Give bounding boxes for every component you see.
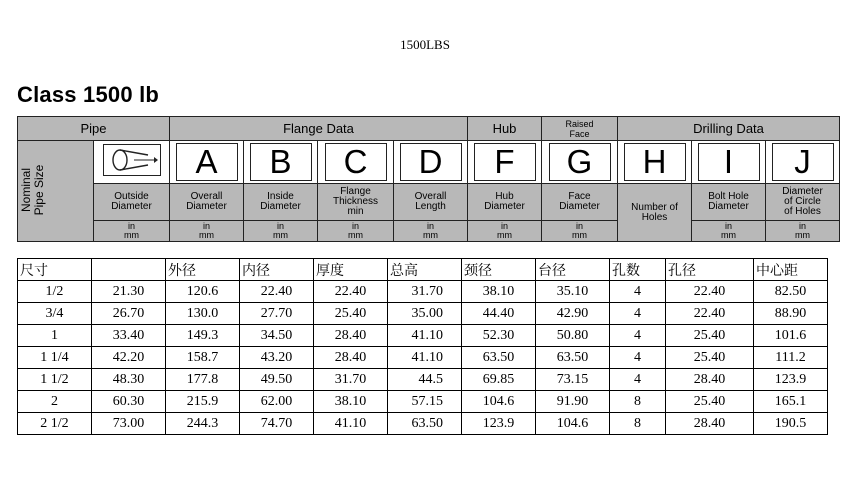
table-cell: 25.40: [666, 325, 754, 347]
table-cell: 73.00: [92, 413, 166, 435]
table-cell: 73.15: [536, 369, 610, 391]
table-cell: 25.40: [314, 303, 388, 325]
table-cell: 60.30: [92, 391, 166, 413]
table-cell: 69.85: [462, 369, 536, 391]
group-raised-face: [542, 117, 618, 141]
letter-cell-i: [692, 141, 766, 184]
table-cell: 42.20: [92, 347, 166, 369]
column-header: 厚度: [314, 259, 388, 281]
table-cell: 44.5: [388, 369, 462, 391]
letter-i: I: [698, 143, 760, 181]
group-pipe: Pipe: [18, 117, 170, 141]
table-cell: 26.70: [92, 303, 166, 325]
unit-cell: in mm: [766, 221, 840, 242]
table-cell: 34.50: [240, 325, 314, 347]
table-cell: 111.2: [754, 347, 828, 369]
document-heading: 1500LBS: [400, 37, 450, 52]
table-cell: 50.80: [536, 325, 610, 347]
group-flange-data: Flange Data: [170, 117, 468, 141]
table-cell: 44.40: [462, 303, 536, 325]
table-cell: 52.30: [462, 325, 536, 347]
table-row: [18, 281, 828, 303]
table-cell: 120.6: [166, 281, 240, 303]
table-cell: 8: [610, 391, 666, 413]
column-header: 内径: [240, 259, 314, 281]
group-drilling-data: Drilling Data: [618, 117, 840, 141]
unit-cell: in mm: [170, 221, 244, 242]
table-cell: 1/2: [18, 281, 92, 303]
table-cell: 35.00: [388, 303, 462, 325]
table-cell: 41.10: [388, 347, 462, 369]
letter-cell-c: [318, 141, 394, 184]
desc-inside-diameter: Inside Diameter: [244, 184, 318, 221]
table-cell: 82.50: [754, 281, 828, 303]
column-header: 中心距: [754, 259, 828, 281]
table-row: [18, 369, 828, 391]
table-cell: 130.0: [166, 303, 240, 325]
flange-header-table: [17, 116, 840, 242]
nominal-pipe-size-label: Nominal Pipe Size: [19, 164, 46, 216]
desc-hub-diameter: Hub Diameter: [468, 184, 542, 221]
unit-cell: in mm: [468, 221, 542, 242]
table-cell: 62.00: [240, 391, 314, 413]
letter-cell-a: [170, 141, 244, 184]
column-header: 孔数: [610, 259, 666, 281]
desc-overall-length: Overall Length: [394, 184, 468, 221]
pipe-icon-cell: [94, 141, 170, 184]
table-row: [18, 347, 828, 369]
table-cell: 25.40: [666, 347, 754, 369]
table-header-row: [18, 259, 828, 281]
table-cell: 38.10: [314, 391, 388, 413]
table-cell: 177.8: [166, 369, 240, 391]
column-header: 总高: [388, 259, 462, 281]
table-cell: 31.70: [314, 369, 388, 391]
table-cell: 48.30: [92, 369, 166, 391]
table-cell: 38.10: [462, 281, 536, 303]
table-cell: 49.50: [240, 369, 314, 391]
table-cell: 1 1/2: [18, 369, 92, 391]
table-cell: 28.40: [666, 369, 754, 391]
table-cell: 74.70: [240, 413, 314, 435]
column-header: 台径: [536, 259, 610, 281]
letter-cell-b: [244, 141, 318, 184]
raised-face-label: Raised Face: [565, 118, 594, 139]
table-cell: 35.10: [536, 281, 610, 303]
desc-bolt-hole-diameter: Bolt Hole Diameter: [692, 184, 766, 221]
table-cell: 28.40: [666, 413, 754, 435]
table-cell: 41.10: [388, 325, 462, 347]
table-cell: 190.5: [754, 413, 828, 435]
table-cell: 22.40: [666, 281, 754, 303]
table-cell: 3/4: [18, 303, 92, 325]
desc-overall-diameter: Overall Diameter: [170, 184, 244, 221]
table-row: [18, 325, 828, 347]
table-row: [18, 303, 828, 325]
table-cell: 4: [610, 347, 666, 369]
desc-number-of-holes: Number of Holes: [618, 184, 692, 242]
table-row: [18, 391, 828, 413]
table-cell: 2 1/2: [18, 413, 92, 435]
class-title: Class 1500 lb: [17, 82, 160, 107]
table-cell: 4: [610, 303, 666, 325]
letter-b: B: [250, 143, 312, 181]
unit-cell: in mm: [542, 221, 618, 242]
table-cell: 149.3: [166, 325, 240, 347]
group-hub: Hub: [468, 117, 542, 141]
table-cell: 165.1: [754, 391, 828, 413]
table-cell: 88.90: [754, 303, 828, 325]
letter-cell-f: [468, 141, 542, 184]
table-cell: 101.6: [754, 325, 828, 347]
table-cell: 63.50: [536, 347, 610, 369]
table-cell: 43.20: [240, 347, 314, 369]
table-cell: 4: [610, 281, 666, 303]
table-cell: 4: [610, 325, 666, 347]
table-cell: 31.70: [388, 281, 462, 303]
table-cell: 57.15: [388, 391, 462, 413]
table-cell: 41.10: [314, 413, 388, 435]
table-cell: 123.9: [754, 369, 828, 391]
letter-d: D: [400, 143, 462, 181]
table-cell: 2: [18, 391, 92, 413]
table-cell: 28.40: [314, 347, 388, 369]
table-cell: 63.50: [388, 413, 462, 435]
letter-h: H: [624, 143, 686, 181]
table-cell: 104.6: [536, 413, 610, 435]
table-cell: 8: [610, 413, 666, 435]
column-header: 外径: [166, 259, 240, 281]
unit-cell: in mm: [94, 221, 170, 242]
letter-cell-h: [618, 141, 692, 184]
table-cell: 1: [18, 325, 92, 347]
column-header: 尺寸: [18, 259, 92, 281]
unit-cell: in mm: [394, 221, 468, 242]
column-header: [92, 259, 166, 281]
table-cell: 104.6: [462, 391, 536, 413]
dimension-table: [17, 258, 828, 435]
table-cell: 22.40: [314, 281, 388, 303]
desc-circle-of-holes: Diameter of Circle of Holes: [766, 184, 840, 221]
table-cell: 4: [610, 369, 666, 391]
desc-outside-diameter: Outside Diameter: [94, 184, 170, 221]
column-header: 孔径: [666, 259, 754, 281]
nominal-pipe-size-cell: [18, 141, 94, 242]
table-cell: 22.40: [240, 281, 314, 303]
table-cell: 1 1/4: [18, 347, 92, 369]
unit-cell: in mm: [692, 221, 766, 242]
letter-cell-j: [766, 141, 840, 184]
table-cell: 42.90: [536, 303, 610, 325]
table-cell: 28.40: [314, 325, 388, 347]
table-cell: 244.3: [166, 413, 240, 435]
table-cell: 25.40: [666, 391, 754, 413]
letter-c: C: [325, 143, 387, 181]
table-cell: 158.7: [166, 347, 240, 369]
table-cell: 91.90: [536, 391, 610, 413]
unit-cell: in mm: [318, 221, 394, 242]
letter-g: G: [549, 143, 611, 181]
table-cell: 123.9: [462, 413, 536, 435]
letter-j: J: [772, 143, 834, 181]
letter-cell-g: [542, 141, 618, 184]
letter-f: F: [474, 143, 536, 181]
table-row: [18, 413, 828, 435]
letter-cell-d: [394, 141, 468, 184]
table-cell: 22.40: [666, 303, 754, 325]
unit-cell: in mm: [244, 221, 318, 242]
table-cell: 21.30: [92, 281, 166, 303]
table-cell: 27.70: [240, 303, 314, 325]
letter-a: A: [176, 143, 238, 181]
desc-face-diameter: Face Diameter: [542, 184, 618, 221]
pipe-cross-section-icon: [103, 144, 161, 176]
column-header: 颈径: [462, 259, 536, 281]
desc-flange-thickness: Flange Thickness min: [318, 184, 394, 221]
table-cell: 63.50: [462, 347, 536, 369]
table-cell: 33.40: [92, 325, 166, 347]
table-cell: 215.9: [166, 391, 240, 413]
